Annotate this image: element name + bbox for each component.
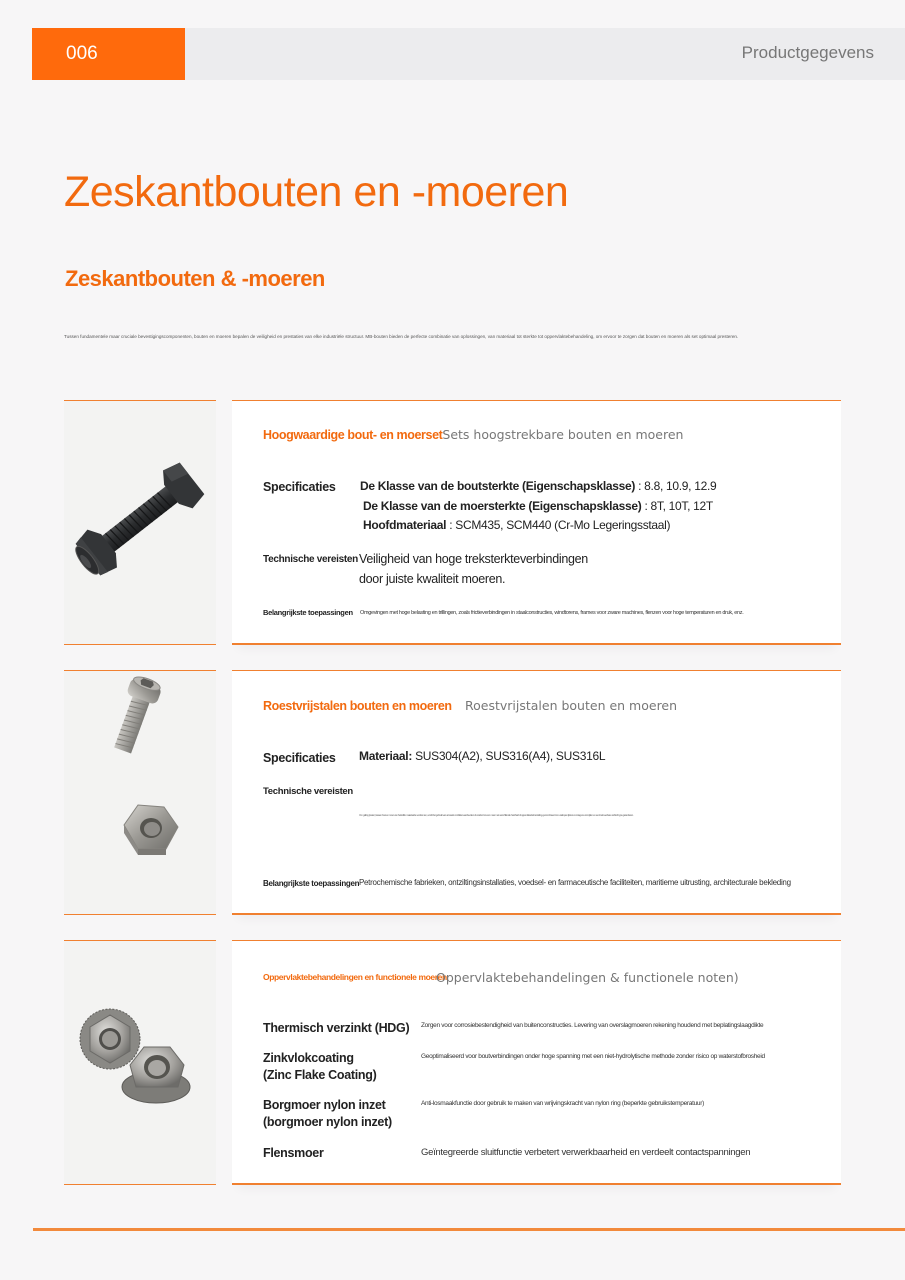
section-label: Productgegevens	[741, 43, 874, 62]
page-subtitle: Zeskantbouten & -moeren	[65, 266, 325, 291]
page-title: Zeskantbouten en -moeren	[64, 168, 569, 216]
specs-label: Specificaties	[263, 480, 336, 494]
tech-label: Technische vereisten	[263, 554, 358, 565]
specs-label: Specificaties	[263, 751, 336, 765]
product-title: Oppervlaktebehandelingen en functionele moeren	[263, 972, 447, 982]
treatment-desc-flange-nut: Geïntegreerde sluitfunctie verbetert verwerkbaarheid en verdeelt contactspanningen	[421, 1147, 751, 1158]
footer-divider	[33, 1228, 905, 1231]
product-image-panel	[64, 670, 216, 915]
applications-text: Omgevingen met hoge belasting en trillingen, zoals frictieverbindingen in staalconstructies, windtorens, frames voor zware machines, flenzen voor hoge temperaturen en druk, enz.	[360, 610, 744, 616]
treatment-name-zinc-flake-en: (Zinc Flake Coating)	[263, 1068, 377, 1082]
treatment-desc-zinc-flake: Geoptimaliseerd voor boutverbindingen onder hoge spanning met een niet-hydrolytische methode zonder risico op waterstofbrosheid	[421, 1053, 765, 1060]
serrated-flange-nuts-image	[64, 941, 216, 1183]
product-title-en: Oppervlaktebehandelingen & functionele noten)	[436, 970, 739, 985]
treatment-name-nylon-lock-2: (borgmoer nylon inzet)	[263, 1115, 392, 1129]
treatment-desc-nylon-lock: Anti-losmaakfunctie door gebruik te maken van wrijvingskracht van nylon ring (beperkte gebruikstemperatuur)	[421, 1100, 704, 1107]
tech-line-2: door juiste kwaliteit moeren.	[359, 572, 506, 586]
spec-material: Materiaal: SUS304(A2), SUS316(A4), SUS316L	[359, 749, 606, 763]
tech-label: Technische vereisten	[263, 786, 353, 797]
product-card-surface-treatments	[232, 940, 841, 1185]
product-image-panel	[64, 940, 216, 1185]
product-image-panel	[64, 400, 216, 645]
spec-bolt-class: De Klasse van de boutsterkte (Eigenschapsklasse) : 8.8, 10.9, 12.9	[360, 479, 717, 493]
treatment-name-flange-nut: Flensmoer	[263, 1146, 324, 1160]
applications-text: Petrochemische fabrieken, ontziltingsinstallaties, voedsel- en farmaceutische faciliteiten, maritieme uitrusting, architecturale bekleding	[359, 878, 791, 887]
treatment-desc-hdg: Zorgen voor corrosiebestendigheid van buitenconstructies. Levering van overslagmoeren rekening houdend met beplatingslaagdikte	[421, 1022, 764, 1029]
page-number: 006	[32, 28, 185, 80]
spec-main-material: Hoofdmateriaal : SCM435, SCM440 (Cr-Mo Legeringsstaal)	[363, 518, 671, 532]
applications-label: Belangrijkste toepassingen	[263, 608, 353, 617]
product-title-en: Roestvrijstalen bouten en moeren	[464, 698, 678, 713]
applications-label: Belangrijkste toepassingen	[263, 879, 360, 888]
intro-paragraph: Tussen fundamentele maar cruciale bevestigingscomponenten, bouten en moeren bepalen de veiligheid en prestaties van elke industriële structuur. MB-bouten bieden de perfecte combinatie van oplossingen, van materiaal tot sterkte tot oppervlaktebehandeling, om ervoor te zorgen dat bouten en moeren als set optimaal presteren.	[64, 334, 739, 339]
tech-text: Om galling (vreten) tussen bout en moer van hetzelfde materiaal te voorkomen, wordt het gebruik van anti-seize middelen aanbevolen of worden bout en moer met verschillende hardheid of oppervlaktebehandeling gecombineerd om vastlopen tijdens montage te vermijden en een betrouwbare verbinding te garanderen.	[359, 814, 634, 817]
product-card-high-strength	[232, 400, 841, 645]
treatment-name-hdg: Thermisch verzinkt (HDG)	[263, 1021, 410, 1035]
black-stud-bolt-with-nuts-image	[64, 401, 216, 643]
spec-nut-class: De Klasse van de moersterkte (Eigenschapsklasse) : 8T, 10T, 12T	[363, 499, 713, 513]
treatment-name-nylon-lock: Borgmoer nylon inzet	[263, 1098, 386, 1112]
product-title-en: Sets hoogstrekbare bouten en moeren	[442, 427, 684, 442]
tech-line-1: Veiligheid van hoge treksterkteverbindingen	[359, 552, 588, 566]
treatment-name-zinc-flake: Zinkvlokcoating	[263, 1051, 354, 1065]
page-header	[32, 28, 905, 80]
product-card-stainless	[232, 670, 841, 915]
product-title: Hoogwaardige bout- en moerset	[263, 428, 443, 442]
product-title: Roestvrijstalen bouten en moeren	[263, 699, 452, 713]
stainless-bolt-and-hex-nut-image	[64, 671, 216, 913]
